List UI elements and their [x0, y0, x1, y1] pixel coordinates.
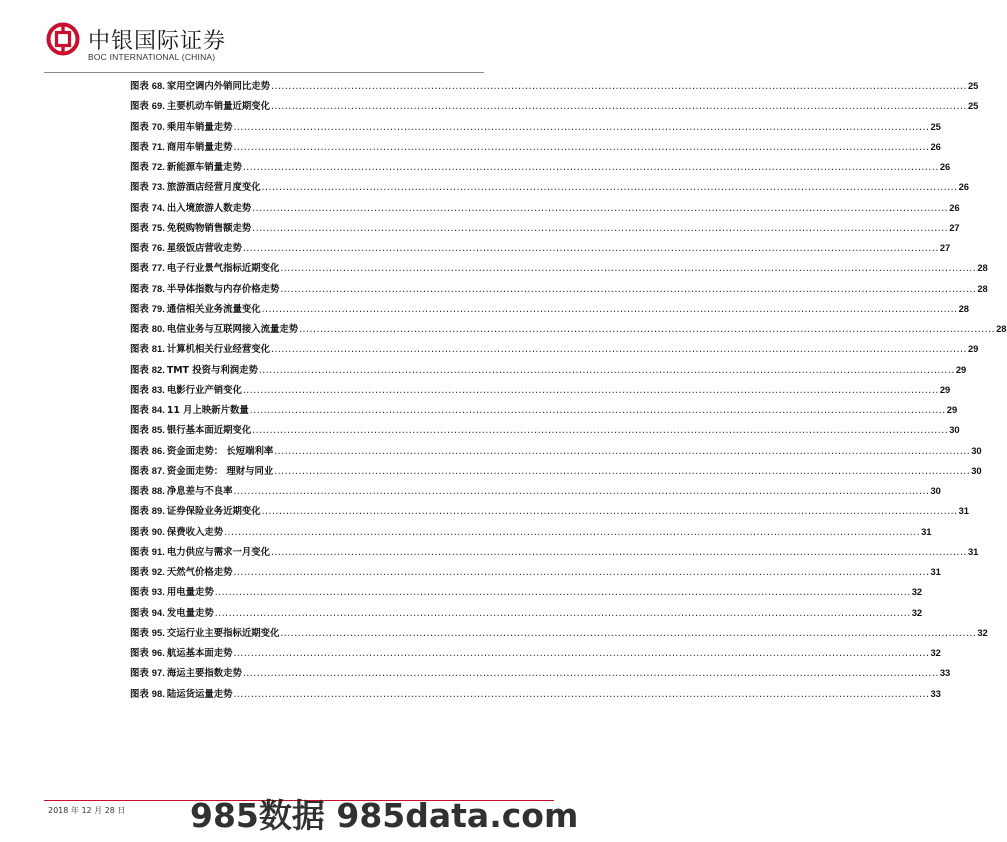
- toc-entry-page: 29: [946, 404, 958, 415]
- page-header: [36, 20, 576, 72]
- toc-entry-title: 保费收入走势: [166, 526, 224, 538]
- toc-entry-number: 87.: [151, 464, 165, 476]
- toc-dot-leader: ........................................................................................................................................................................................................: [270, 101, 967, 113]
- toc-entry[interactable]: [130, 544, 979, 564]
- toc-entry-number: 91.: [151, 545, 165, 557]
- toc-entry-title: 通信相关业务流量变化: [166, 303, 261, 315]
- toc-entry-page: 30: [949, 424, 960, 436]
- toc-entry-title: 电力供应与需求一月变化: [166, 546, 270, 558]
- toc-entry-title: 旅游酒店经营月度变化: [166, 182, 261, 194]
- toc-entry-prefix: 图表: [130, 263, 149, 275]
- toc-entry-number: 86.: [151, 444, 165, 456]
- toc-entry-page: 31: [967, 545, 979, 557]
- toc-entry-prefix: 图表: [130, 465, 149, 477]
- toc-entry-page: 28: [996, 323, 1007, 334]
- toc-entry-title: 证券保险业务近期变化: [166, 506, 261, 518]
- toc-entry[interactable]: [130, 240, 951, 260]
- toc-entry-title: 海运主要指数走势: [166, 668, 242, 680]
- toc-entry-number: 97.: [151, 667, 165, 679]
- toc-entry-prefix: 图表: [130, 283, 149, 295]
- toc-entry-page: 32: [930, 647, 941, 658]
- toc-entry-page: 28: [977, 262, 988, 274]
- toc-dot-leader: ........................................................................................................................................................................................................: [233, 141, 930, 153]
- toc-entry-page: 27: [939, 242, 951, 253]
- toc-entry-title: 计算机相关行业经营变化: [166, 344, 270, 356]
- toc-entry-page: 28: [958, 302, 970, 314]
- toc-dot-leader: ........................................................................................................................................................................................................: [280, 263, 977, 275]
- toc-entry[interactable]: [130, 200, 960, 220]
- toc-entry-page: 26: [958, 181, 970, 193]
- toc-entry-page: 28: [977, 282, 988, 294]
- toc-dot-leader: ........................................................................................................................................................................................................: [242, 243, 939, 254]
- toc-entry-number: 84.: [151, 404, 165, 415]
- toc-dot-leader: ........................................................................................................................................................................................................: [242, 668, 939, 680]
- toc-entry-title: 出入境旅游人数走势: [166, 202, 252, 214]
- toc-dot-leader: ........................................................................................................................................................................................................: [258, 364, 955, 376]
- toc-entry-prefix: 图表: [130, 303, 149, 315]
- toc-entry-page: 33: [939, 667, 951, 679]
- toc-entry-number: 75.: [151, 221, 165, 233]
- toc-dot-leader: ........................................................................................................................................................................................................: [274, 445, 971, 457]
- toc-entry-title: 免税购物销售额走势: [166, 222, 252, 234]
- toc-entry[interactable]: [130, 382, 951, 402]
- toc-entry-title: 半导体指数与内存价格走势: [166, 283, 280, 295]
- toc-entry-page: 32: [911, 586, 923, 598]
- toc-entry-page: 29: [967, 343, 979, 355]
- toc-entry-title: 陆运货运量走势: [166, 688, 233, 700]
- toc-entry[interactable]: [130, 341, 979, 361]
- toc-dot-leader: ........................................................................................................................................................................................................: [274, 465, 971, 477]
- toc-entry-page: 25: [967, 100, 979, 112]
- toc-entry-prefix: 图表: [130, 506, 149, 518]
- toc-entry-prefix: 图表: [130, 162, 149, 173]
- toc-dot-leader: ........................................................................................................................................................................................................: [252, 202, 949, 214]
- toc-entry-title: 发电量走势: [166, 607, 214, 619]
- toc-entry-number: 83.: [151, 383, 165, 395]
- toc-entry-prefix: 图表: [130, 607, 149, 619]
- watermark-text: 985数据 985data.com: [190, 796, 579, 835]
- toc-entry[interactable]: [130, 402, 958, 422]
- toc-entry[interactable]: [130, 139, 941, 159]
- toc-entry-page: 26: [949, 201, 960, 213]
- toc-entry-number: 80.: [151, 323, 165, 334]
- toc-dot-leader: ........................................................................................................................................................................................................: [214, 587, 911, 599]
- toc-entry-title: 天然气价格走势: [166, 567, 233, 578]
- toc-entry-prefix: 图表: [130, 101, 149, 113]
- toc-entry-prefix: 图表: [130, 445, 149, 457]
- toc-dot-leader: ........................................................................................................................................................................................................: [270, 81, 967, 92]
- toc-entry-number: 77.: [151, 262, 165, 274]
- toc-entry-prefix: 图表: [130, 405, 149, 416]
- toc-entry-number: 73.: [151, 181, 165, 193]
- toc-entry-prefix: 图表: [130, 587, 149, 599]
- toc-entry-prefix: 图表: [130, 141, 149, 153]
- toc-entry-title: 星级饭店营收走势: [166, 243, 242, 254]
- toc-entry-prefix: 图表: [130, 648, 149, 659]
- toc-entry-title: 资金面走势： 长短端利率: [166, 445, 274, 457]
- toc-entry[interactable]: [130, 260, 988, 280]
- toc-entry-number: 78.: [151, 282, 165, 294]
- toc-entry-number: 88.: [151, 485, 165, 496]
- toc-entry-number: 90.: [151, 525, 165, 537]
- toc-entry-prefix: 图表: [130, 243, 149, 254]
- toc-entry[interactable]: [130, 564, 941, 584]
- toc-dot-leader: ........................................................................................................................................................................................................: [224, 526, 921, 538]
- table-of-figures: [130, 78, 1007, 706]
- toc-dot-leader: ........................................................................................................................................................................................................: [242, 162, 939, 173]
- toc-entry-number: 76.: [151, 242, 165, 253]
- toc-entry-title: 乘用车销量走势: [166, 121, 233, 133]
- toc-entry-title: TMT 投资与利润走势: [166, 364, 258, 376]
- toc-entry[interactable]: [130, 524, 932, 544]
- toc-entry-prefix: 图表: [130, 627, 149, 639]
- toc-entry-title: 交运行业主要指标近期变化: [166, 627, 280, 639]
- toc-entry[interactable]: [130, 321, 1007, 341]
- toc-entry-prefix: 图表: [130, 384, 149, 396]
- report-date: 2018 年 12 月 28 日: [48, 806, 126, 815]
- toc-entry-number: 96.: [151, 647, 165, 658]
- toc-entry[interactable]: [130, 686, 941, 706]
- toc-entry-prefix: 图表: [130, 688, 149, 700]
- toc-entry[interactable]: [130, 301, 970, 321]
- toc-entry[interactable]: [130, 362, 967, 382]
- toc-dot-leader: ........................................................................................................................................................................................................: [233, 121, 930, 133]
- toc-entry-number: 98.: [151, 687, 165, 699]
- toc-entry[interactable]: [130, 159, 951, 179]
- toc-entry[interactable]: [130, 422, 960, 442]
- toc-entry-page: 25: [930, 120, 941, 132]
- header-divider: [44, 72, 484, 73]
- toc-dot-leader: ........................................................................................................................................................................................................: [299, 324, 996, 335]
- toc-entry[interactable]: [130, 443, 982, 463]
- toc-entry-page: 30: [971, 444, 982, 456]
- toc-entry-number: 92.: [151, 566, 165, 577]
- toc-entry-page: 32: [977, 626, 988, 638]
- toc-entry-prefix: 图表: [130, 486, 149, 497]
- toc-entry[interactable]: [130, 584, 923, 604]
- toc-entry-title: 电影行业产销变化: [166, 384, 242, 396]
- toc-entry-prefix: 图表: [130, 546, 149, 558]
- toc-entry-number: 85.: [151, 424, 165, 436]
- toc-entry-page: 26: [939, 161, 951, 172]
- toc-entry-title: 电子行业景气指标近期变化: [166, 263, 280, 275]
- toc-entry-prefix: 图表: [130, 364, 149, 376]
- toc-entry-prefix: 图表: [130, 81, 149, 92]
- toc-entry-page: 32: [911, 606, 923, 618]
- toc-entry-page: 29: [939, 383, 951, 395]
- toc-dot-leader: ........................................................................................................................................................................................................: [261, 506, 958, 518]
- toc-entry-prefix: 图表: [130, 567, 149, 578]
- toc-entry-page: 27: [949, 221, 960, 233]
- toc-entry-title: 商用车销量走势: [166, 141, 233, 153]
- toc-entry-number: 70.: [151, 120, 165, 132]
- toc-entry-prefix: 图表: [130, 344, 149, 356]
- toc-entry-title: 银行基本面近期变化: [166, 425, 252, 437]
- toc-entry-number: 79.: [151, 302, 165, 314]
- boc-logo-icon: [46, 22, 80, 56]
- toc-entry[interactable]: [130, 220, 960, 240]
- toc-entry[interactable]: [130, 179, 970, 199]
- brand-name-en: BOC INTERNATIONAL (CHINA): [88, 52, 216, 62]
- toc-entry-prefix: 图表: [130, 182, 149, 194]
- toc-dot-leader: ........................................................................................................................................................................................................: [233, 648, 930, 659]
- toc-entry-page: 25: [967, 80, 979, 91]
- toc-dot-leader: ........................................................................................................................................................................................................: [252, 222, 949, 234]
- toc-entry-title: 资金面走势： 理财与同业: [166, 465, 274, 477]
- toc-entry-page: 31: [958, 505, 970, 517]
- toc-entry-title: 家用空调内外销同比走势: [166, 81, 270, 92]
- toc-dot-leader: ........................................................................................................................................................................................................: [214, 607, 911, 619]
- toc-entry-title: 主要机动车销量近期变化: [166, 101, 270, 113]
- toc-entry[interactable]: [130, 483, 941, 503]
- toc-entry-number: 81.: [151, 343, 165, 355]
- toc-dot-leader: ........................................................................................................................................................................................................: [233, 567, 930, 578]
- toc-entry[interactable]: [130, 625, 988, 645]
- toc-dot-leader: ........................................................................................................................................................................................................: [242, 384, 939, 396]
- toc-entry-number: 71.: [151, 140, 165, 152]
- toc-entry[interactable]: [130, 119, 941, 139]
- toc-entry-prefix: 图表: [130, 222, 149, 234]
- toc-entry-number: 82.: [151, 363, 165, 375]
- toc-entry-number: 72.: [151, 161, 165, 172]
- toc-entry[interactable]: [130, 665, 951, 685]
- toc-dot-leader: ........................................................................................................................................................................................................: [233, 688, 930, 700]
- toc-dot-leader: ........................................................................................................................................................................................................: [233, 486, 930, 497]
- toc-entry-title: 航运基本面走势: [166, 648, 233, 659]
- toc-entry-prefix: 图表: [130, 324, 149, 335]
- toc-entry-prefix: 图表: [130, 202, 149, 214]
- toc-entry[interactable]: [130, 503, 970, 523]
- toc-dot-leader: ........................................................................................................................................................................................................: [270, 344, 967, 356]
- toc-entry[interactable]: [130, 605, 923, 625]
- toc-entry-page: 33: [930, 687, 941, 699]
- toc-entry-prefix: 图表: [130, 425, 149, 437]
- toc-entry-title: 用电量走势: [166, 587, 214, 599]
- toc-entry[interactable]: [130, 78, 979, 98]
- toc-entry[interactable]: [130, 281, 988, 301]
- toc-entry-title: 电信业务与互联网接入流量走势: [166, 324, 299, 335]
- toc-dot-leader: ........................................................................................................................................................................................................: [270, 546, 967, 558]
- toc-entry-title: 11 月上映新片数量: [166, 405, 249, 416]
- toc-entry[interactable]: [130, 645, 941, 665]
- toc-entry-number: 74.: [151, 201, 165, 213]
- toc-dot-leader: ........................................................................................................................................................................................................: [280, 627, 977, 639]
- toc-dot-leader: ........................................................................................................................................................................................................: [261, 182, 958, 194]
- toc-entry-prefix: 图表: [130, 526, 149, 538]
- toc-entry-number: 93.: [151, 586, 165, 598]
- toc-entry-title: 新能源车销量走势: [166, 162, 242, 173]
- toc-entry-page: 30: [971, 464, 982, 476]
- toc-entry-page: 29: [955, 363, 967, 375]
- toc-dot-leader: ........................................................................................................................................................................................................: [280, 283, 977, 295]
- toc-entry-page: 26: [930, 140, 941, 152]
- toc-entry-number: 89.: [151, 505, 165, 517]
- toc-entry-number: 69.: [151, 100, 165, 112]
- toc-entry-page: 30: [930, 485, 941, 496]
- toc-dot-leader: ........................................................................................................................................................................................................: [261, 303, 958, 315]
- toc-entry-page: 31: [921, 525, 932, 537]
- toc-entry-prefix: 图表: [130, 121, 149, 133]
- toc-dot-leader: ........................................................................................................................................................................................................: [249, 405, 946, 416]
- toc-entry-number: 95.: [151, 626, 165, 638]
- toc-entry[interactable]: [130, 463, 982, 483]
- toc-entry-page: 31: [930, 566, 941, 577]
- toc-entry-prefix: 图表: [130, 668, 149, 680]
- toc-dot-leader: ........................................................................................................................................................................................................: [252, 425, 949, 437]
- toc-entry[interactable]: [130, 98, 979, 118]
- toc-entry-number: 94.: [151, 606, 165, 618]
- toc-entry-title: 净息差与不良率: [166, 486, 233, 497]
- toc-entry-number: 68.: [151, 80, 165, 91]
- brand-name-cn: 中银国际证券: [88, 29, 227, 54]
